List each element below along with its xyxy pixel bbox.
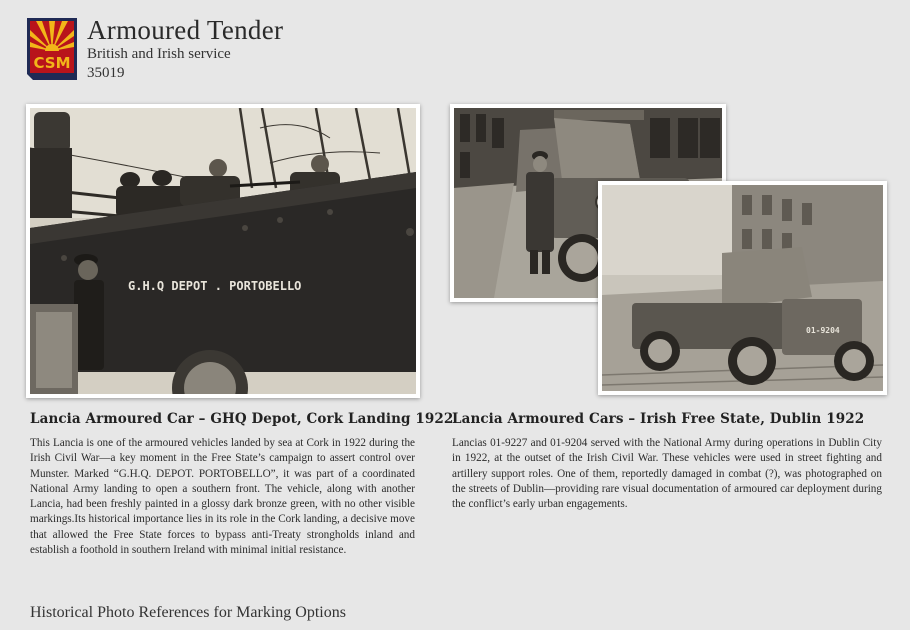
photo-dublin-01-9204 (598, 181, 887, 395)
product-title: Armoured Tender (87, 15, 284, 45)
product-code: 35019 (87, 65, 125, 81)
footer-heading: Historical Photo References for Marking Options (30, 604, 346, 621)
section-title-cork: Lancia Armoured Car – GHQ Depot, Cork Landing 1922 (30, 411, 454, 427)
section-body-cork: This Lancia is one of the armoured vehicles landed by sea at Cork in 1922 during the Irish Civil War—a key moment in the Free State’s campaign to assert control over Munster. Marked “G.H.Q. DEPOT. PORTOBELLO”, it was part of a coordinated National Army landing to open a southern front. The vehicle, along with another Lancia, had been freshly painted in a glossy dark bronze green, with no other visible markings.Its historical importance lies in its role in the Cork landing, a decisive move that allowed the Free State forces to bypass anti-Treaty strongholds inland and establish a foothold in southern Ireland with minimal initial resistance. (30, 437, 415, 557)
plate-01-9204: 01-9204 (806, 326, 840, 335)
section-title-dublin: Lancia Armoured Cars – Irish Free State, Dublin 1922 (452, 411, 865, 427)
logo-text: CSM (33, 54, 71, 72)
photo-cork-landing (26, 104, 420, 398)
csm-logo (27, 18, 77, 80)
vehicle-marking: G.H.Q DEPOT . PORTOBELLO (128, 279, 302, 293)
product-subtitle: British and Irish service (87, 46, 231, 62)
section-body-dublin: Lancias 01-9227 and 01-9204 served with the National Army during operations in Dublin City in 1922, at the outset of the Irish Civil War. These vehicles were used in street fighting and artillery support roles. One of them, reportedly damaged in combat (?), was photographed on the streets of Dublin—providing rare visual documentation of armoured car deployment during the conflict’s early urban engagements. (452, 437, 882, 511)
